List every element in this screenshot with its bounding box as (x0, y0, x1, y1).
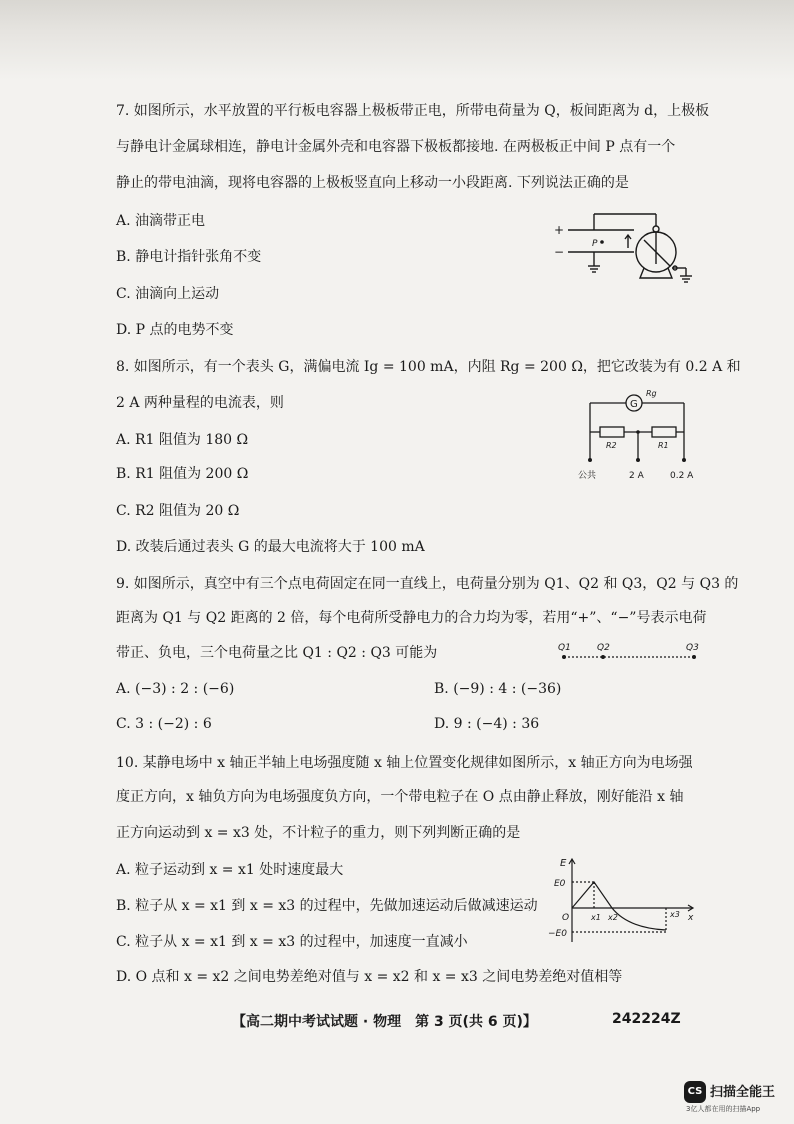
q7-capacitor-electroscope-figure (548, 206, 708, 296)
q9-stem-line1: 9. 如图所示，真空中有三个点电荷固定在同一直线上，电荷量分别为 Q1、Q2 和 Q3，Q2 与 Q3 的 (116, 576, 739, 592)
q9-option-a: A. (−3) : 2 : (−6) (116, 681, 235, 697)
q10-option-d: D. O 点和 x = x2 之间电势差绝对值与 x = x2 和 x = x3 之间电势差绝对值相等 (116, 969, 623, 985)
q9-point-charges-figure (556, 640, 704, 666)
q10-fig-origin: O (562, 913, 570, 923)
q10-stem-line1: 10. 某静电场中 x 轴正半轴上电场强度随 x 轴上位置变化规律如图所示，x 轴正方向为电场强 (116, 755, 693, 771)
q8-stem-line2: 2 A 两种量程的电流表，则 (116, 395, 284, 411)
q10-stem-line3: 正方向运动到 x = x3 处，不计粒子的重力，则下列判断正确的是 (116, 825, 521, 841)
q8-fig-r1-label: R1 (658, 441, 669, 450)
camscanner-tagline: 3亿人都在用的扫描App (686, 1105, 761, 1113)
q10-option-c: C. 粒子从 x = x1 到 x = x3 的过程中，加速度一直减小 (116, 934, 468, 950)
q7-option-d: D. P 点的电势不变 (116, 322, 234, 338)
q10-field-graph-figure (548, 856, 698, 946)
q10-fig-e-axis: E (560, 858, 567, 869)
q8-option-d: D. 改装后通过表头 G 的最大电流将大于 100 mA (116, 539, 425, 555)
q8-fig-rg-label: Rg (646, 389, 657, 398)
q8-fig-r2-label: R2 (606, 441, 617, 450)
q8-option-a: A. R1 阻值为 180 Ω (116, 432, 249, 448)
q9-option-c: C. 3 : (−2) : 6 (116, 716, 212, 732)
q9-fig-q2-label: Q2 (597, 643, 610, 653)
q9-option-d: D. 9 : (−4) : 36 (434, 716, 540, 732)
q7-stem-line2: 与静电计金属球相连，静电计金属外壳和电容器下极板都接地. 在两极板正中间 P 点有一个 (116, 139, 676, 155)
q10-option-b: B. 粒子从 x = x1 到 x = x3 的过程中，先做加速运动后做减速运动 (116, 898, 538, 914)
q10-stem-line2: 度正方向，x 轴负方向为电场强度负方向，一个带电粒子在 O 点由静止释放，刚好能沿 x 轴 (116, 789, 684, 805)
q10-fig-x3-label: x3 (670, 910, 680, 919)
q10-fig-x-axis: x (688, 913, 694, 923)
q7-fig-minus: − (554, 245, 565, 259)
camscanner-logo-icon: CS (684, 1081, 706, 1103)
page-footer-code: 242224Z (612, 1011, 681, 1027)
q7-option-b: B. 静电计指针张角不变 (116, 249, 262, 265)
q8-option-b: B. R1 阻值为 200 Ω (116, 466, 249, 482)
page-footer-title: 【高二期中考试试题 · 物理 第 3 页(共 6 页)】 (232, 1014, 537, 1030)
q10-fig-neg-e0-label: −E0 (548, 929, 567, 939)
q10-option-a: A. 粒子运动到 x = x1 处时速度最大 (116, 862, 344, 878)
q8-fig-common-terminal: 公共 (578, 471, 597, 481)
q9-fig-q3-label: Q3 (686, 643, 699, 653)
q7-option-a: A. 油滴带正电 (116, 213, 206, 229)
q8-fig-2a-terminal: 2 A (629, 471, 644, 481)
q9-option-b: B. (−9) : 4 : (−36) (434, 681, 562, 697)
q7-fig-plus: + (554, 223, 565, 237)
q9-stem-line2: 距离为 Q1 与 Q2 距离的 2 倍，每个电荷所受静电力的合力均为零，若用“+”、“−”号表示电荷 (116, 610, 707, 626)
q7-option-c: C. 油滴向上运动 (116, 286, 220, 302)
q8-fig-02a-terminal: 0.2 A (670, 471, 694, 481)
scan-shadow (0, 0, 794, 80)
q7-fig-point-p: P (592, 239, 598, 249)
q10-fig-x2-label: x2 (608, 913, 618, 922)
q7-stem-line1: 7. 如图所示，水平放置的平行板电容器上极板带正电，所带电荷量为 Q，板间距离为 d，上极板 (116, 103, 710, 119)
q8-ammeter-circuit-figure (572, 384, 702, 482)
q8-stem-line1: 8. 如图所示，有一个表头 G，满偏电流 Ig = 100 mA，内阻 Rg = 200 Ω，把它改装为有 0.2 A 和 (116, 359, 741, 375)
q8-option-c: C. R2 阻值为 20 Ω (116, 503, 240, 519)
camscanner-name: 扫描全能王 (710, 1085, 776, 1100)
q7-stem-line3: 静止的带电油滴，现将电容器的上极板竖直向上移动一小段距离. 下列说法正确的是 (116, 175, 629, 191)
q10-fig-e0-label: E0 (554, 879, 566, 889)
q10-fig-x1-label: x1 (591, 913, 601, 922)
q8-fig-g-label: G (630, 399, 638, 410)
q9-stem-line3: 带正、负电，三个电荷量之比 Q1 : Q2 : Q3 可能为 (116, 645, 438, 661)
q9-fig-q1-label: Q1 (558, 643, 571, 653)
